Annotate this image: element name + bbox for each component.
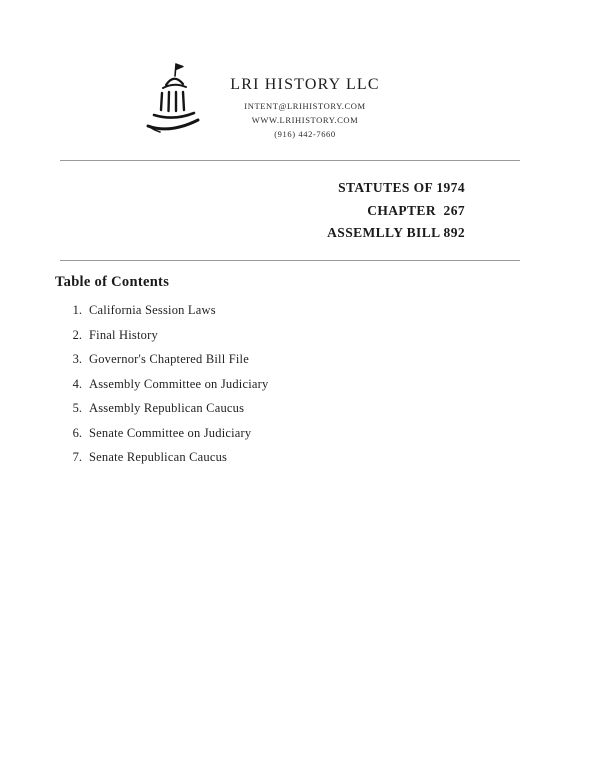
toc-item <box>66 402 486 415</box>
toc-item-label: Assembly Committee on Judiciary <box>89 376 269 391</box>
toc-item-label: Governor's Chaptered Bill File <box>89 352 249 366</box>
toc-list <box>66 304 486 476</box>
toc-item-label: Assembly Republican Caucus <box>89 401 245 415</box>
toc-item-number: 4. <box>72 376 82 391</box>
company-name: LRI HISTORY LLC <box>230 76 380 93</box>
assembly-bill-line: ASSEMLLY BILL 892 <box>327 225 465 240</box>
statutes-line: STATUTES OF 1974 <box>338 180 465 195</box>
chapter-line: CHAPTER 267 <box>367 202 465 218</box>
toc-item <box>66 451 486 464</box>
divider-top <box>60 160 520 161</box>
toc-item-number: 2. <box>72 327 82 342</box>
toc-item-number: 1. <box>72 303 82 317</box>
toc-item <box>66 378 486 391</box>
toc-item <box>66 304 486 317</box>
toc-item-number: 3. <box>72 352 82 366</box>
contact-phone: (916) 442-7660 <box>274 129 336 139</box>
bill-info-block <box>327 177 465 245</box>
toc-item-label: Senate Republican Caucus <box>89 450 228 464</box>
toc-title: Table of Contents <box>55 274 170 290</box>
toc-item-number: 7. <box>72 450 82 464</box>
toc-item-label: Final History <box>89 327 158 342</box>
capitol-logo-icon <box>140 60 208 140</box>
toc-item <box>66 329 486 342</box>
toc-item <box>66 427 486 440</box>
contact-email: INTENT@LRIHISTORY.COM <box>244 101 366 111</box>
contact-website: WWW.LRIHISTORY.COM <box>251 115 359 125</box>
toc-item <box>66 353 486 366</box>
divider-bottom <box>60 260 520 261</box>
letterhead <box>210 76 400 143</box>
toc-item-label: Senate Committee on Judiciary <box>89 425 252 440</box>
toc-item-label: California Session Laws <box>89 303 216 317</box>
toc-item-number: 6. <box>72 425 82 440</box>
toc-item-number: 5. <box>72 401 82 415</box>
